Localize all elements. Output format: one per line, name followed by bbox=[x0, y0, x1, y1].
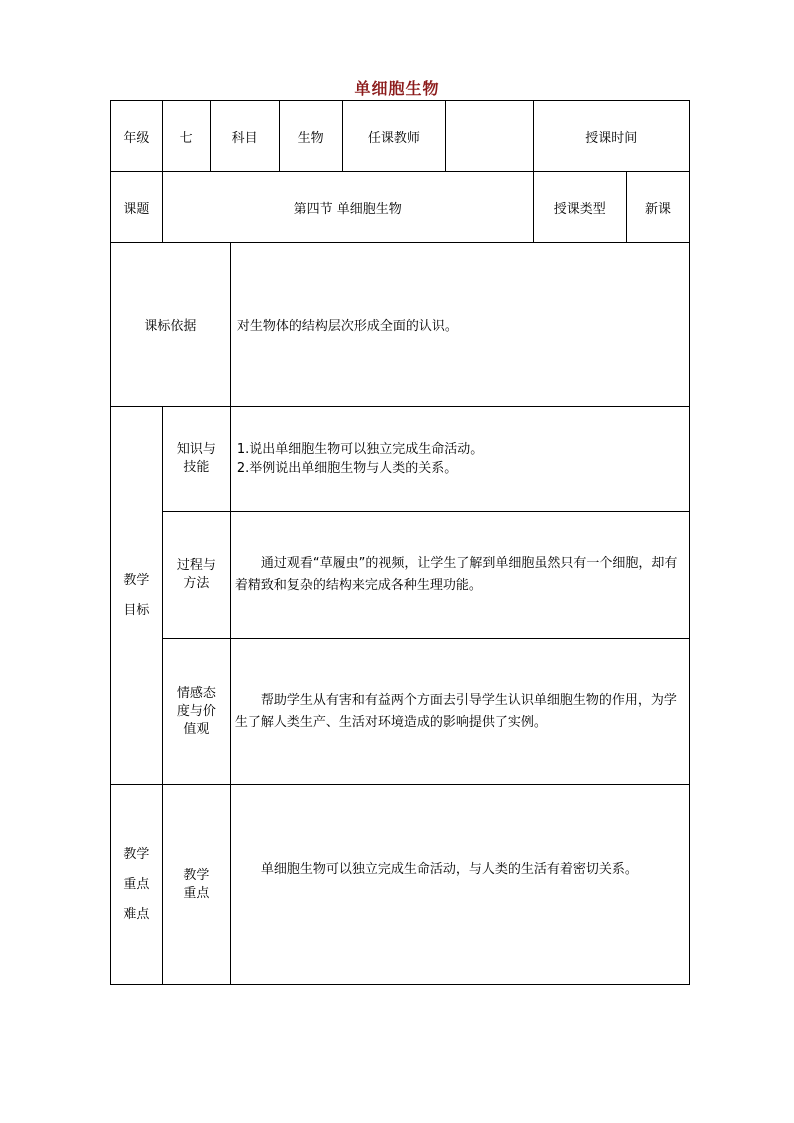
key-points-label-line3: 难点 bbox=[123, 906, 150, 922]
knowledge-label-line2: 技能 bbox=[183, 460, 210, 475]
emotion-label bbox=[162, 639, 230, 785]
teacher-value bbox=[446, 101, 533, 172]
curriculum-row bbox=[111, 243, 690, 407]
key-points-text: 单细胞生物可以独立完成生命活动，与人类的生活有着密切关系。 bbox=[230, 785, 689, 985]
process-label-line2: 方法 bbox=[183, 576, 210, 591]
key-points-inner-label bbox=[162, 785, 230, 985]
process-label bbox=[162, 512, 230, 639]
knowledge-item-1: 1.说出单细胞生物可以独立完成生命活动。 bbox=[236, 442, 484, 457]
topic-value: 第四节 单细胞生物 bbox=[162, 172, 533, 243]
process-text: 通过观看“草履虫”的视频，让学生了解到单细胞虽然只有一个细胞，却有着精致和复杂的结构来完成各种生理功能。 bbox=[230, 512, 689, 639]
knowledge-text bbox=[230, 407, 689, 512]
subject-value: 生物 bbox=[279, 101, 342, 172]
info-row bbox=[111, 101, 690, 172]
key-points-label bbox=[111, 785, 163, 985]
emotion-row bbox=[111, 639, 690, 785]
emotion-label-line1: 情感态 bbox=[176, 685, 216, 701]
knowledge-row bbox=[111, 407, 690, 512]
objectives-label-line2: 目标 bbox=[123, 602, 150, 618]
process-label-line1: 过程与 bbox=[176, 558, 216, 573]
teacher-label: 任课教师 bbox=[342, 101, 446, 172]
curriculum-label: 课标依据 bbox=[111, 243, 231, 407]
grade-value: 七 bbox=[162, 101, 210, 172]
topic-label: 课题 bbox=[111, 172, 163, 243]
subject-label: 科目 bbox=[210, 101, 279, 172]
key-points-inner-line2: 重点 bbox=[183, 885, 210, 901]
emotion-text: 帮助学生从有害和有益两个方面去引导学生认识单细胞生物的作用，为学生了解人类生产、生活对环境造成的影响提供了实例。 bbox=[230, 639, 689, 785]
process-row bbox=[111, 512, 690, 639]
knowledge-label-line1: 知识与 bbox=[176, 442, 216, 457]
key-points-row bbox=[111, 785, 690, 985]
lesson-type-label: 授课类型 bbox=[533, 172, 626, 243]
key-points-inner-line1: 教学 bbox=[183, 867, 210, 883]
document-title: 单细胞生物 bbox=[354, 79, 440, 98]
lesson-type-value: 新课 bbox=[626, 172, 689, 243]
time-label: 授课时间 bbox=[533, 101, 689, 172]
emotion-label-line3: 值观 bbox=[183, 721, 210, 737]
curriculum-text: 对生物体的结构层次形成全面的认识。 bbox=[230, 243, 689, 407]
grade-label: 年级 bbox=[111, 101, 163, 172]
objectives-label bbox=[111, 407, 163, 785]
knowledge-item-2: 2.举例说出单细胞生物与人类的关系。 bbox=[236, 461, 458, 476]
knowledge-label bbox=[162, 407, 230, 512]
key-points-label-line1: 教学 bbox=[123, 846, 150, 862]
lesson-plan-table bbox=[110, 100, 690, 985]
objectives-label-line1: 教学 bbox=[123, 572, 150, 588]
topic-row bbox=[111, 172, 690, 243]
emotion-label-line2: 度与价 bbox=[176, 703, 216, 719]
key-points-label-line2: 重点 bbox=[123, 876, 150, 892]
